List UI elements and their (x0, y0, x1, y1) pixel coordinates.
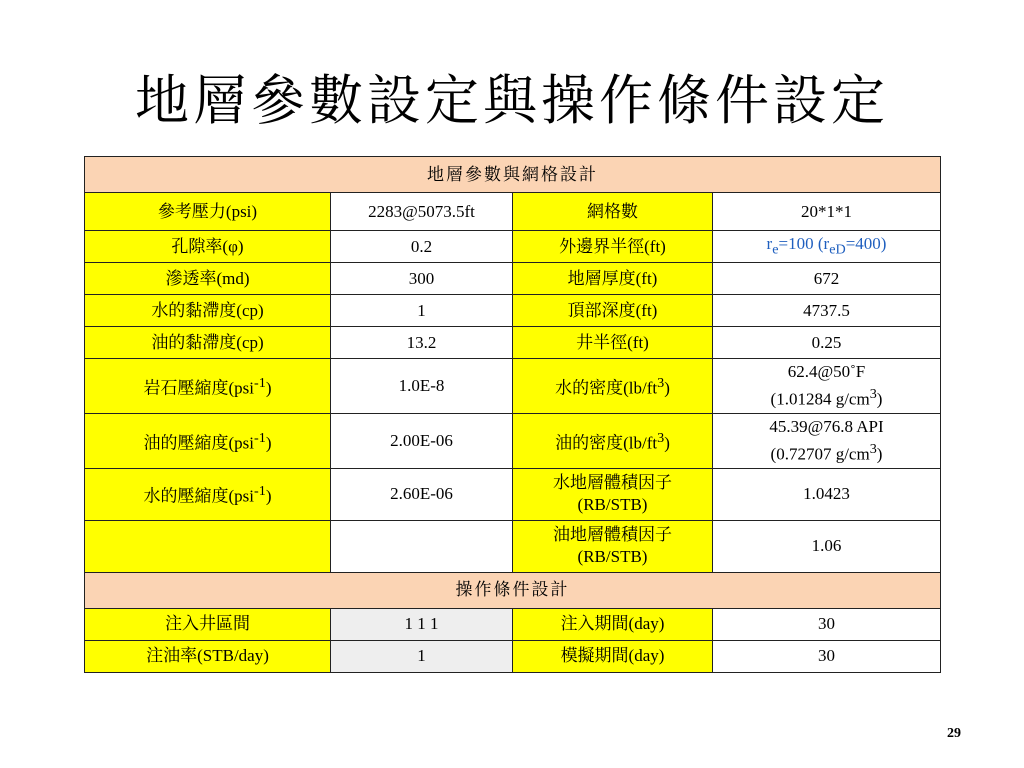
table-row (85, 468, 941, 520)
table-row (85, 640, 941, 672)
table-cell (713, 359, 941, 414)
superscript: -1 (254, 375, 266, 392)
table-cell: 1.0E-8 (331, 359, 513, 414)
table-cell: 30 (713, 640, 941, 672)
label-line: (RB/STB) (577, 547, 648, 567)
label-text: 油的壓縮度(psi (143, 433, 255, 453)
table-cell: 孔隙率(φ) (85, 231, 331, 263)
table-cell: 2.00E-06 (331, 414, 513, 469)
table-cell: 參考壓力(psi) (85, 193, 331, 231)
table-cell: 2283@5073.5ft (331, 193, 513, 231)
superscript: -1 (254, 430, 266, 447)
label-text: 油的密度(lb/ft (555, 433, 658, 453)
table-cell: 0.25 (713, 327, 941, 359)
table-cell: 0.2 (331, 231, 513, 263)
label-text: 水的密度(lb/ft (555, 379, 658, 399)
table-cell: 300 (331, 263, 513, 295)
text-mid: =100 (r (778, 234, 830, 253)
table-cell (85, 520, 331, 572)
table-cell (513, 468, 713, 520)
table-cell (513, 359, 713, 414)
page-number: 29 (947, 726, 961, 741)
table-cell: 模擬期間(day) (513, 640, 713, 672)
table-cell (513, 414, 713, 469)
table-cell: 30 (713, 608, 941, 640)
table-row (85, 359, 941, 414)
section-header-formation: 地層參數與網格設計 (85, 157, 941, 193)
table-cell: 672 (713, 263, 941, 295)
table-cell: 4737.5 (713, 295, 941, 327)
table-cell: 20*1*1 (713, 193, 941, 231)
table-cell (85, 359, 331, 414)
table-cell: 滲透率(md) (85, 263, 331, 295)
table-cell: 1 (331, 295, 513, 327)
parameter-table (84, 156, 941, 673)
table-cell: 1.0423 (713, 468, 941, 520)
label-text: ) (664, 433, 670, 453)
label-line: 油地層體積因子 (553, 525, 672, 545)
value-text: (0.72707 g/cm (770, 444, 870, 464)
table-row (85, 608, 941, 640)
label-text: ) (265, 379, 272, 399)
table-cell: 水的黏滯度(cp) (85, 295, 331, 327)
table-cell: 注入井區間 (85, 608, 331, 640)
table-cell: 1.06 (713, 520, 941, 572)
section-header-operation: 操作條件設計 (85, 572, 941, 608)
value-line (717, 438, 936, 466)
text-r: r (766, 234, 773, 253)
table-cell: 13.2 (331, 327, 513, 359)
subscript-ed: eD (829, 241, 846, 258)
label-line: 水地層體積因子 (553, 473, 672, 493)
value-text: ) (876, 444, 883, 464)
table-cell: 油的黏滯度(cp) (85, 327, 331, 359)
superscript: 3 (869, 386, 877, 403)
value-text: (1.01284 g/cm (770, 390, 870, 410)
label-text: 水的壓縮度(psi (143, 487, 255, 507)
table-cell: 頂部深度(ft) (513, 295, 713, 327)
superscript: -1 (254, 483, 266, 500)
table-cell: 注油率(STB/day) (85, 640, 331, 672)
table-row (85, 520, 941, 572)
label-text: ) (265, 433, 272, 453)
table-cell (331, 520, 513, 572)
table-cell: 1 (331, 640, 513, 672)
table-row (85, 414, 941, 469)
label-text: ) (265, 487, 272, 507)
table-cell: 注入期間(day) (513, 608, 713, 640)
table-row (85, 157, 941, 193)
slide-title: 地層參數設定與操作條件設定 (135, 69, 889, 132)
table-cell (713, 414, 941, 469)
table-row (85, 193, 941, 231)
table-cell: 1 1 1 (331, 608, 513, 640)
table-row (85, 572, 941, 608)
table-cell: 網格數 (513, 193, 713, 231)
table-row (85, 231, 941, 263)
outer-radius-value (713, 231, 941, 263)
text-end: =400) (845, 234, 887, 253)
superscript: 3 (657, 430, 665, 447)
table-cell (85, 414, 331, 469)
table-cell: 地層厚度(ft) (513, 263, 713, 295)
value-line (717, 383, 936, 411)
table-cell: 2.60E-06 (331, 468, 513, 520)
table-row (85, 295, 941, 327)
value-line: 62.4@50˚F (787, 362, 866, 382)
value-line: 45.39@76.8 API (769, 417, 884, 437)
table-cell (85, 468, 331, 520)
table-cell: 外邊界半徑(ft) (513, 231, 713, 263)
table-cell: 井半徑(ft) (513, 327, 713, 359)
label-line: (RB/STB) (577, 495, 648, 515)
label-text: 岩石壓縮度(psi (143, 379, 255, 399)
label-text: ) (664, 379, 670, 399)
superscript: 3 (869, 441, 877, 458)
table-cell (513, 520, 713, 572)
table-row (85, 263, 941, 295)
subscript-e: e (772, 241, 779, 258)
value-text: ) (876, 390, 883, 410)
superscript: 3 (657, 375, 665, 392)
table-row (85, 327, 941, 359)
